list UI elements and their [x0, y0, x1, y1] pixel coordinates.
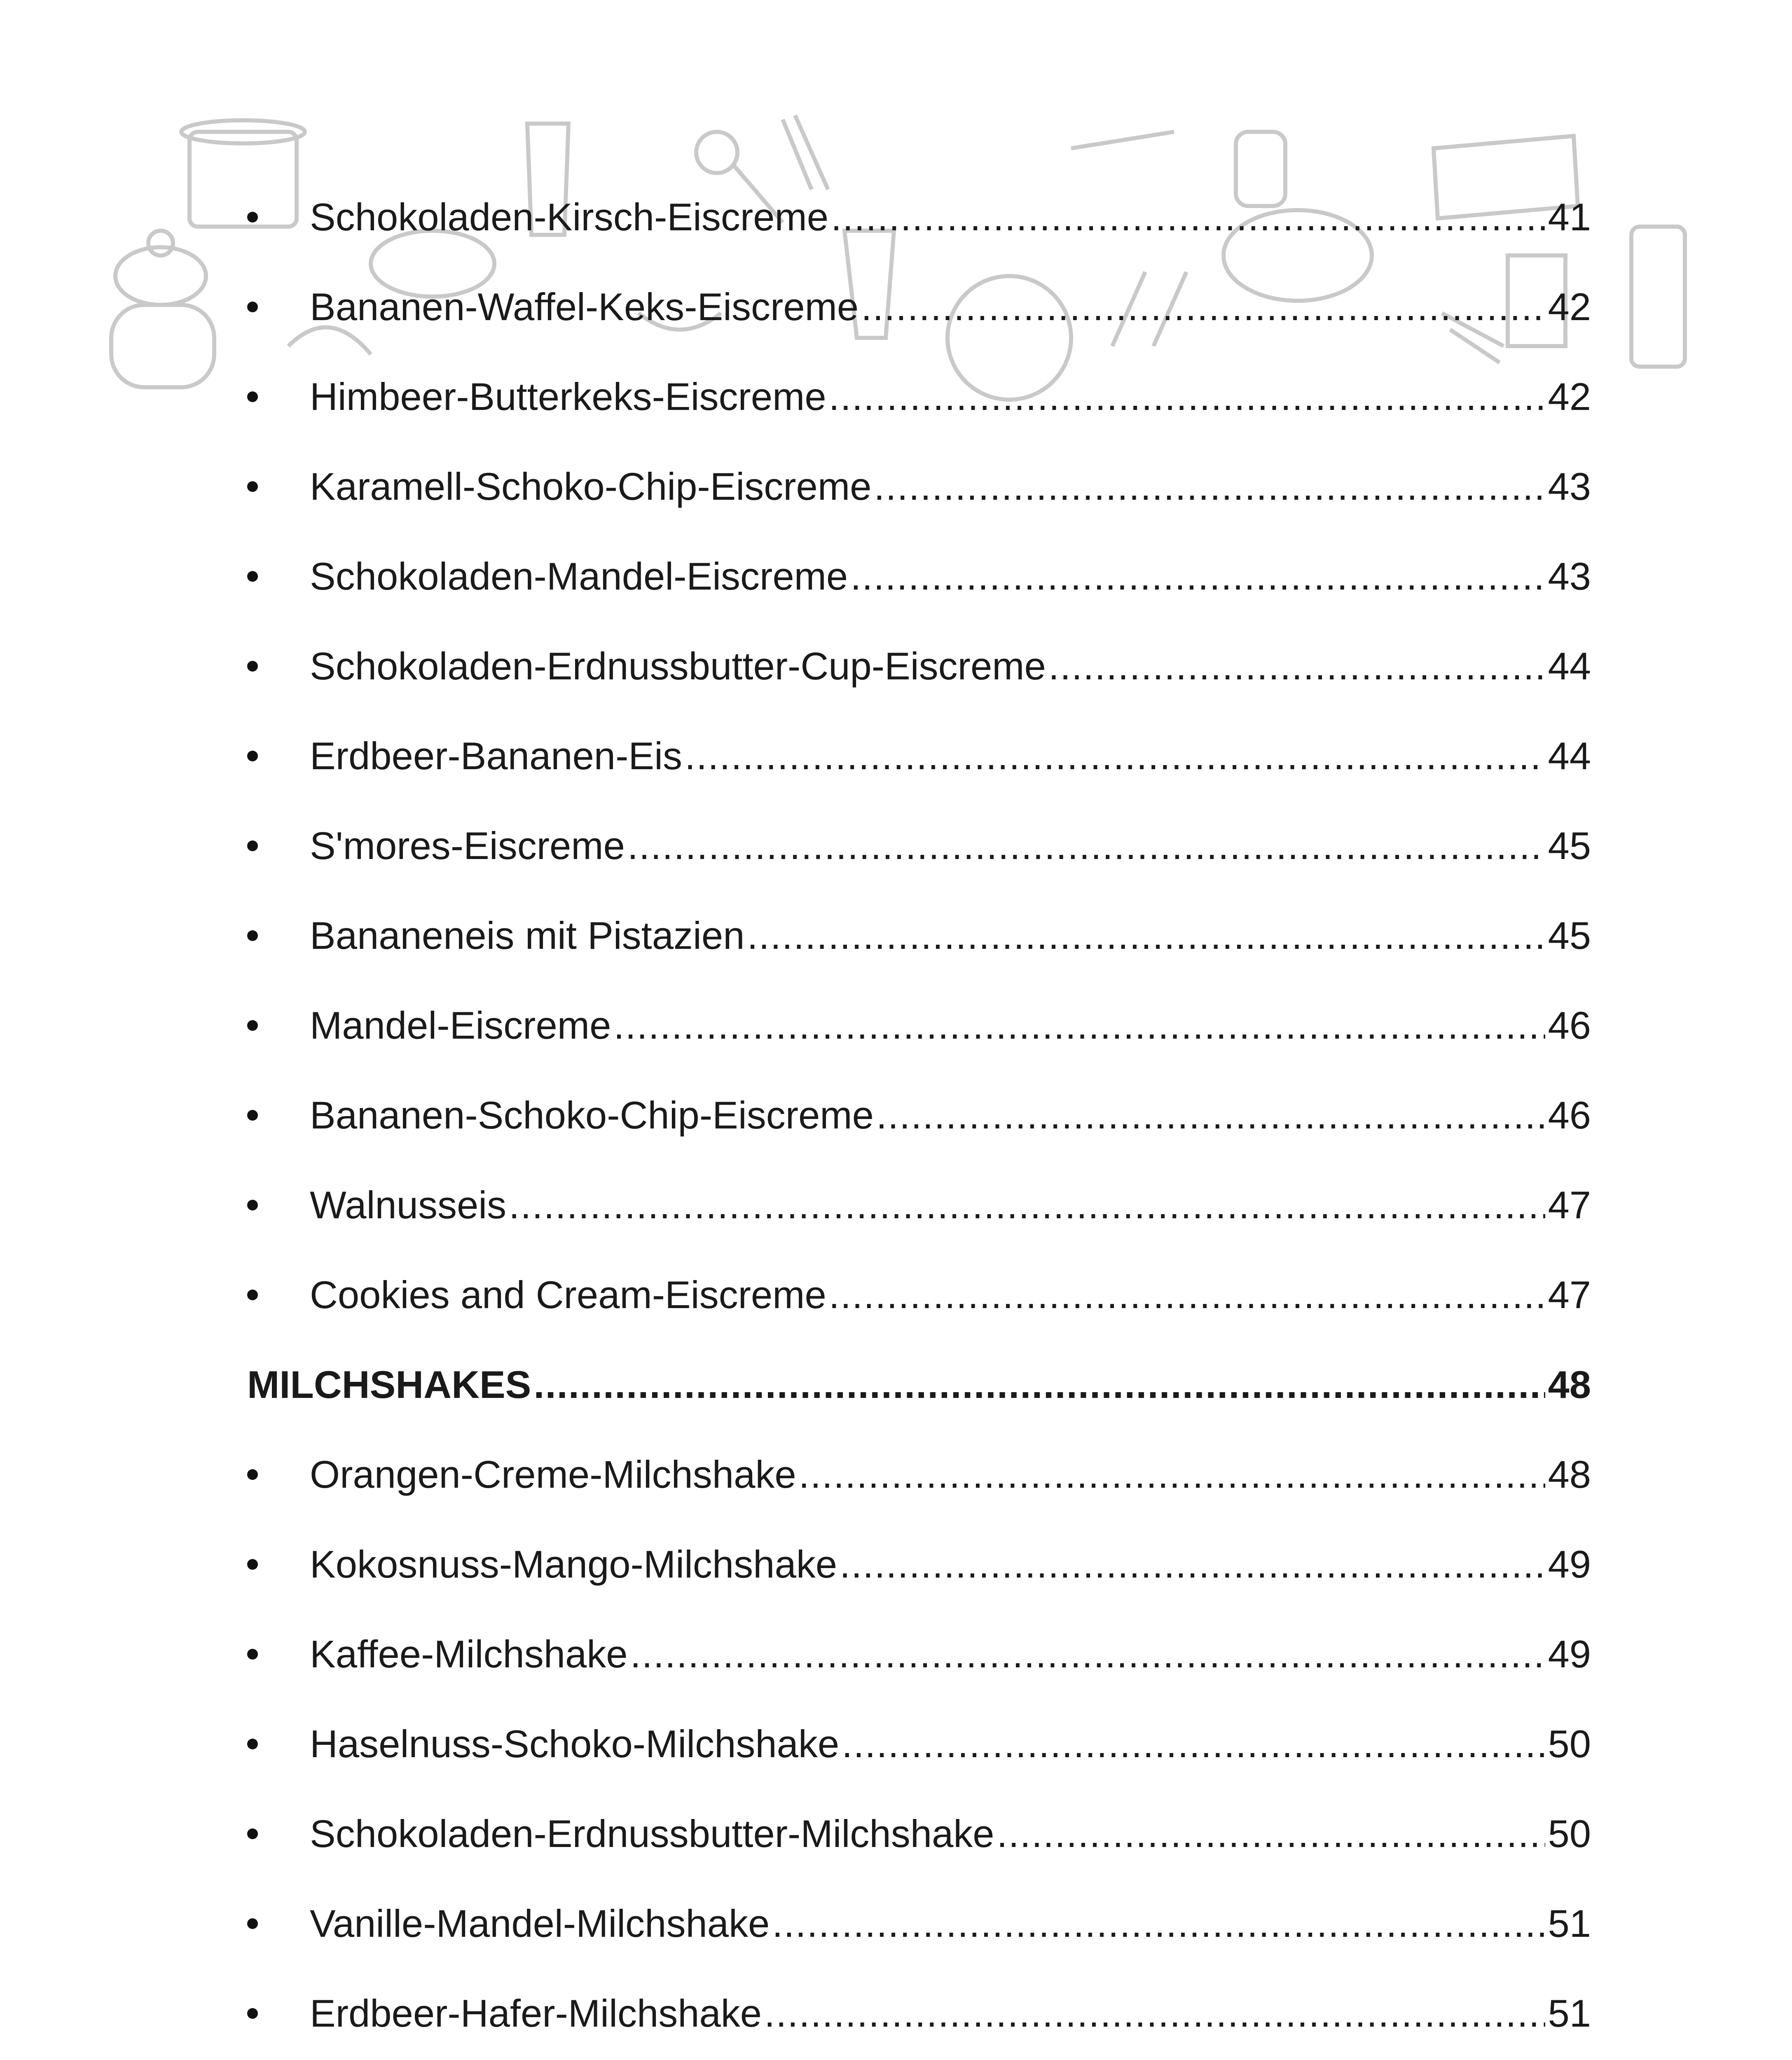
- table-of-contents: [247, 172, 1591, 2060]
- toc-entry-title: Haselnuss-Schoko-Milchshake: [310, 1722, 840, 1765]
- toc-entry[interactable]: [247, 1250, 1591, 1340]
- bullet-icon: [247, 1649, 310, 1660]
- toc-entry-title: S'mores-Eiscreme: [310, 824, 625, 867]
- toc-entry[interactable]: [247, 801, 1591, 891]
- dot-leader: [772, 1904, 1545, 1943]
- dot-leader: [630, 1635, 1546, 1674]
- toc-page-number: 50: [1548, 1722, 1591, 1765]
- bullet-icon: [247, 2008, 310, 2019]
- bullet-icon: [247, 1290, 310, 1300]
- toc-page-number: 46: [1548, 1004, 1591, 1047]
- toc-entry[interactable]: [247, 621, 1591, 711]
- toc-page-number: 47: [1548, 1183, 1591, 1227]
- toc-page-number: 42: [1548, 375, 1591, 418]
- toc-entry-title: MILCHSHAKES: [247, 1363, 531, 1406]
- bullet-icon: [247, 391, 310, 402]
- dot-leader: [509, 1186, 1545, 1224]
- toc-entry-title: Erdbeer-Hafer-Milchshake: [310, 1992, 762, 2035]
- dot-leader: [829, 1276, 1546, 1314]
- toc-entry-title: Mandel-Eiscreme: [310, 1004, 611, 1047]
- toc-entry[interactable]: [247, 1070, 1591, 1160]
- toc-entry-title: Cookies and Cream-Eiscreme: [310, 1273, 826, 1316]
- toc-entry[interactable]: [247, 531, 1591, 621]
- toc-entry[interactable]: [247, 1879, 1591, 1969]
- dot-leader: [874, 467, 1545, 506]
- bullet-icon: [247, 751, 310, 761]
- bullet-icon: [247, 840, 310, 851]
- toc-entry-title: Kaffee-Milchshake: [310, 1632, 628, 1676]
- toc-entry-title: Bananen-Schoko-Chip-Eiscreme: [310, 1093, 874, 1137]
- toc-entry[interactable]: [247, 891, 1591, 981]
- bullet-icon: [247, 1559, 310, 1570]
- toc-entry-title: Bananen-Waffel-Keks-Eiscreme: [310, 285, 859, 328]
- dot-leader: [764, 1994, 1545, 2033]
- dot-leader: [829, 377, 1546, 416]
- dot-leader: [831, 198, 1545, 236]
- dot-leader: [1048, 647, 1546, 686]
- toc-entry-title: Erdbeer-Bananen-Eis: [310, 734, 682, 777]
- toc-entry[interactable]: [247, 1519, 1591, 1609]
- toc-page-number: 49: [1548, 1543, 1591, 1586]
- toc-entry-title: Walnusseis: [310, 1183, 507, 1227]
- toc-entry-title: Schokoladen-Mandel-Eiscreme: [310, 555, 848, 598]
- bullet-icon: [247, 661, 310, 672]
- toc-page-number: 45: [1548, 914, 1591, 957]
- toc-page-number: 46: [1548, 1093, 1591, 1137]
- bullet-icon: [247, 571, 310, 582]
- bullet-icon: [247, 1110, 310, 1121]
- toc-page-number: 47: [1548, 1273, 1591, 1316]
- toc-entry[interactable]: [247, 172, 1591, 262]
- bullet-icon: [247, 1739, 310, 1749]
- toc-page-number: 50: [1548, 1812, 1591, 1855]
- toc-entry[interactable]: [247, 1789, 1591, 1879]
- toc-page-number: 44: [1548, 734, 1591, 777]
- toc-entry-title: Bananeneis mit Pistazien: [310, 914, 745, 957]
- bullet-icon: [247, 1828, 310, 1839]
- toc-entry[interactable]: [247, 1969, 1591, 2058]
- bullet-icon: [247, 1918, 310, 1929]
- toc-entry[interactable]: [247, 1430, 1591, 1519]
- dot-leader: [876, 1096, 1546, 1135]
- toc-entry[interactable]: [247, 442, 1591, 531]
- dot-leader: [747, 916, 1545, 955]
- toc-entry[interactable]: [247, 1160, 1591, 1250]
- dot-leader: [840, 1545, 1545, 1584]
- toc-page-number: 48: [1548, 1363, 1591, 1406]
- bullet-icon: [247, 481, 310, 492]
- toc-entry[interactable]: [247, 981, 1591, 1070]
- dot-leader: [685, 737, 1545, 775]
- toc-page-number: 43: [1548, 465, 1591, 508]
- bullet-icon: [247, 930, 310, 941]
- toc-entry-title: Schokoladen-Erdnussbutter-Milchshake: [310, 1812, 994, 1855]
- toc-entry-title: Orangen-Creme-Milchshake: [310, 1453, 796, 1496]
- toc-page-number: 51: [1548, 1992, 1591, 2035]
- toc-page-number: 42: [1548, 285, 1591, 328]
- dot-leader: [997, 1814, 1546, 1853]
- toc-entry[interactable]: [247, 2058, 1591, 2060]
- toc-entry[interactable]: [247, 352, 1591, 442]
- toc-section-heading[interactable]: [247, 1340, 1591, 1430]
- toc-page-number: 44: [1548, 644, 1591, 688]
- toc-page-number: 51: [1548, 1902, 1591, 1945]
- toc-entry[interactable]: [247, 711, 1591, 801]
- toc-entry-title: Vanille-Mandel-Milchshake: [310, 1902, 770, 1945]
- dot-leader: [861, 288, 1545, 326]
- toc-entry-title: Karamell-Schoko-Chip-Eiscreme: [310, 465, 872, 508]
- toc-entry-title: Kokosnuss-Mango-Milchshake: [310, 1543, 838, 1586]
- bullet-icon: [247, 302, 310, 312]
- dot-leader: [799, 1455, 1546, 1494]
- toc-entry[interactable]: [247, 1609, 1591, 1699]
- toc-entry[interactable]: [247, 1699, 1591, 1789]
- toc-page-number: 41: [1548, 195, 1591, 239]
- toc-entry-title: Schokoladen-Erdnussbutter-Cup-Eiscreme: [310, 644, 1046, 688]
- bullet-icon: [247, 1200, 310, 1210]
- toc-page-number: 43: [1548, 555, 1591, 598]
- toc-page-number: 45: [1548, 824, 1591, 867]
- dot-leader: [533, 1365, 1545, 1404]
- dot-leader: [850, 557, 1545, 596]
- dot-leader: [842, 1725, 1545, 1763]
- dot-leader: [613, 1006, 1545, 1045]
- toc-entry-title: Schokoladen-Kirsch-Eiscreme: [310, 195, 829, 239]
- bullet-icon: [247, 212, 310, 222]
- toc-page-number: 48: [1548, 1453, 1591, 1496]
- bullet-icon: [247, 1469, 310, 1480]
- bullet-icon: [247, 1020, 310, 1031]
- toc-entry-title: Himbeer-Butterkeks-Eiscreme: [310, 375, 826, 418]
- toc-page-number: 49: [1548, 1632, 1591, 1676]
- toc-entry[interactable]: [247, 262, 1591, 352]
- dot-leader: [627, 826, 1546, 865]
